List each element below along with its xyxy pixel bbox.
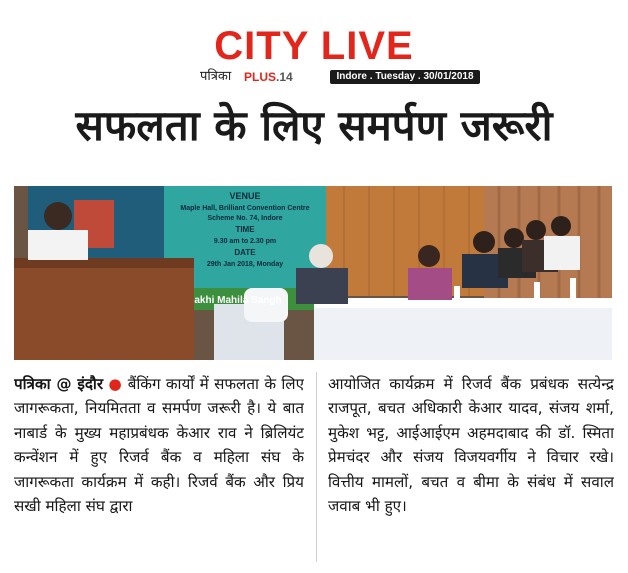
- masthead-subline: [200, 69, 480, 85]
- article-text-left: बैंकिंग कार्यों में सफलता के लिए जागरूकता, नियमितता व समर्पण जरूरी है। ये बात नाबार्ड के मुख्य महाप्रबंधक केआर राव ने ब्रिलियंट कन्वेंशन में हुए रिजर्व बैंक व महिला संघ के जागरूकता कार्यक्रम में कही। रिजर्व बैंक और प्रिय सखी महिला संघ द्वारा: [14, 375, 304, 516]
- patrika-logo: पत्रिका: [200, 69, 232, 84]
- city-live-logo: CITY LIVE: [214, 24, 414, 68]
- banner-line-6: 29th Jan 2018, Monday: [206, 261, 284, 268]
- plus-label: PLUS: [244, 70, 277, 84]
- article-text-right: आयोजित कार्यक्रम में रिजर्व बैंक प्रबंधक सत्येन्द्र राजपूत, बचत अधिकारी केआर यादव, संजय शर्मा, मुकेश भट्ट, आईआईएम अहमदाबाद की डॉ. स्मिता प्रेमचंदर और संजय विजयवर्गीय ने विचार रखे। वित्तीय मामलों, बचत व बीमा के संबंध में सवाल जवाब भी हुए।: [328, 375, 614, 516]
- dateline: Indore . Tuesday . 30/01/2018: [330, 70, 480, 84]
- event-photo: [14, 186, 612, 360]
- bullet-icon: ●: [108, 375, 123, 393]
- banner-line-0: VENUE: [229, 191, 261, 201]
- byline: पत्रिका @ इंदौर: [14, 375, 104, 393]
- headline: सफलता के लिए समर्पण जरूरी: [75, 101, 553, 150]
- banner-line-5: DATE: [234, 248, 256, 257]
- masthead: [0, 0, 628, 92]
- plus-logo: [244, 69, 293, 85]
- article-right-column: [328, 372, 614, 562]
- banner-line-4: 9.30 am to 2.30 pm: [213, 238, 277, 245]
- banner-line-3: TIME: [235, 225, 255, 234]
- event-photo-illustration: [14, 186, 612, 360]
- banner-line-2: Scheme No. 74, Indore: [207, 215, 283, 222]
- banner-line-1: Maple Hall, Brilliant Convention Centre: [180, 205, 310, 212]
- banner-footer: akhi Mahila Sangh: [194, 295, 282, 306]
- plus-number: .14: [276, 70, 293, 84]
- article-left-column: [14, 372, 304, 562]
- column-divider: [316, 372, 317, 562]
